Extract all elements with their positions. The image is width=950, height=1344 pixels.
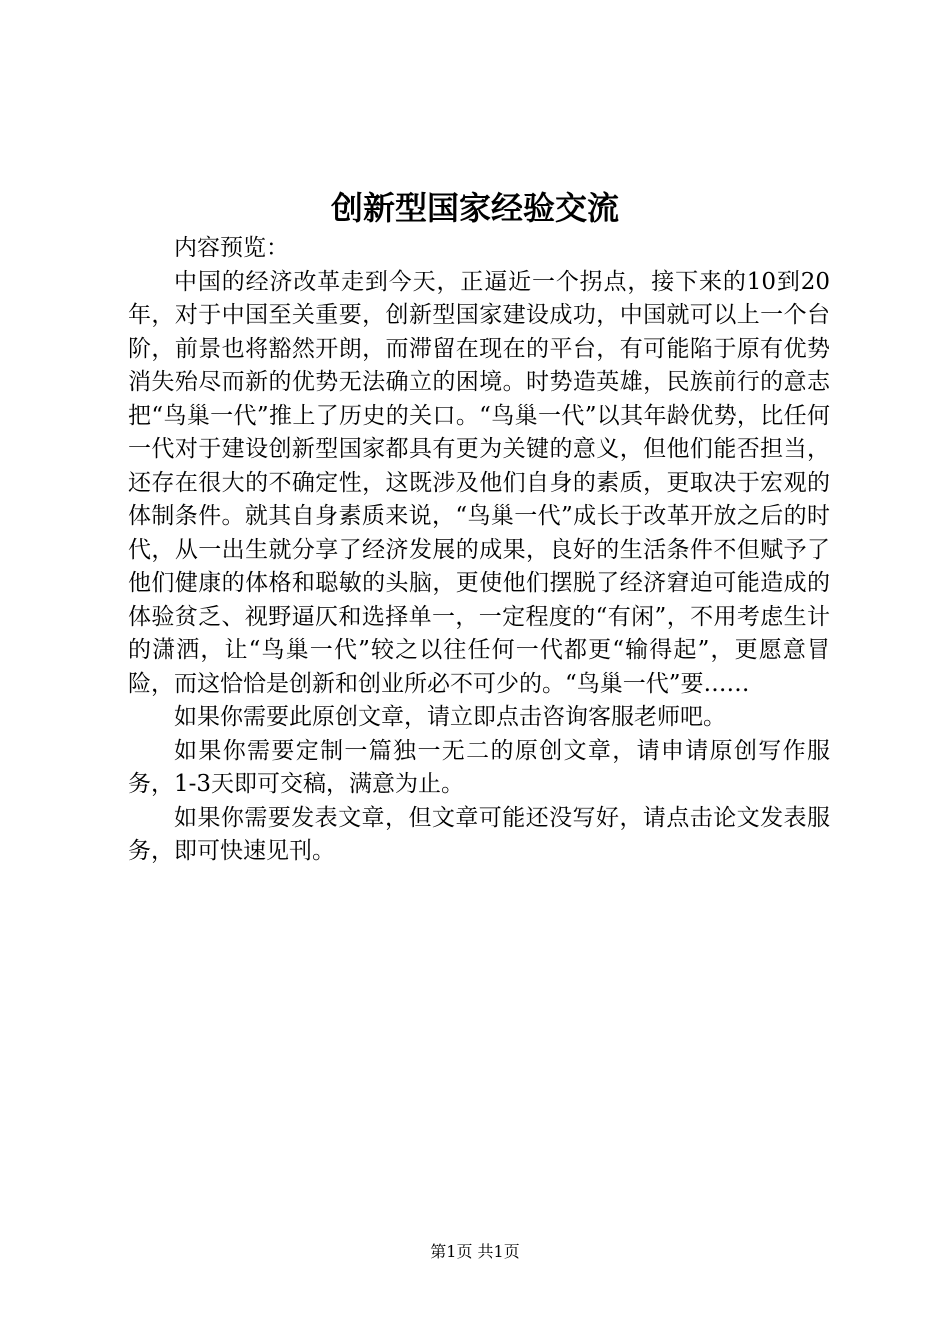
body-paragraph-custom: 如果你需要定制一篇独一无二的原创文章，请申请原创写作服务，1-3天即可交稿，满意为止。	[128, 737, 830, 797]
body-paragraph-main: 中国的经济改革走到今天，正逼近一个拐点，接下来的10到20年，对于中国至关重要，创新型国家建设成功，中国就可以上一个台阶，前景也将豁然开朗，而滞留在现在的平台，有可能陷于原有优势消失殆尽而新的优势无法确立的困境。时势造英雄，民族前行的意志把“鸟巢一代”推上了历史的关口。“鸟巢一代”以其年龄优势，比任何一代对于建设创新型国家都具有更为关键的意义，但他们能否担当，还存在很大的不确定性，这既涉及他们自身的素质，更取决于宏观的体制条件。就其自身素质来说，“鸟巢一代”成长于改革开放之后的时代，从一出生就分享了经济发展的成果，良好的生活条件不但赋予了他们健康的体格和聪敏的头脑，更使他们摆脱了经济窘迫可能造成的体验贫乏、视野逼仄和选择单一，一定程度的“有闲”，不用考虑生计的潇洒，让“鸟巢一代”较之以往任何一代都更“输得起”，更愿意冒险，而这恰恰是创新和创业所必不可少的。“鸟巢一代”要……	[128, 268, 830, 697]
document-title: 创新型国家经验交流	[330, 189, 619, 227]
document-body	[128, 232, 830, 869]
page-footer: 第1页 共1页	[430, 1242, 520, 1261]
body-paragraph-publish: 如果你需要发表文章，但文章可能还没写好，请点击论文发表服务，即可快速见刊。	[128, 804, 830, 864]
body-paragraph-consult: 如果你需要此原创文章，请立即点击咨询客服老师吧。	[174, 704, 726, 730]
preview-label: 内容预览：	[174, 235, 289, 261]
